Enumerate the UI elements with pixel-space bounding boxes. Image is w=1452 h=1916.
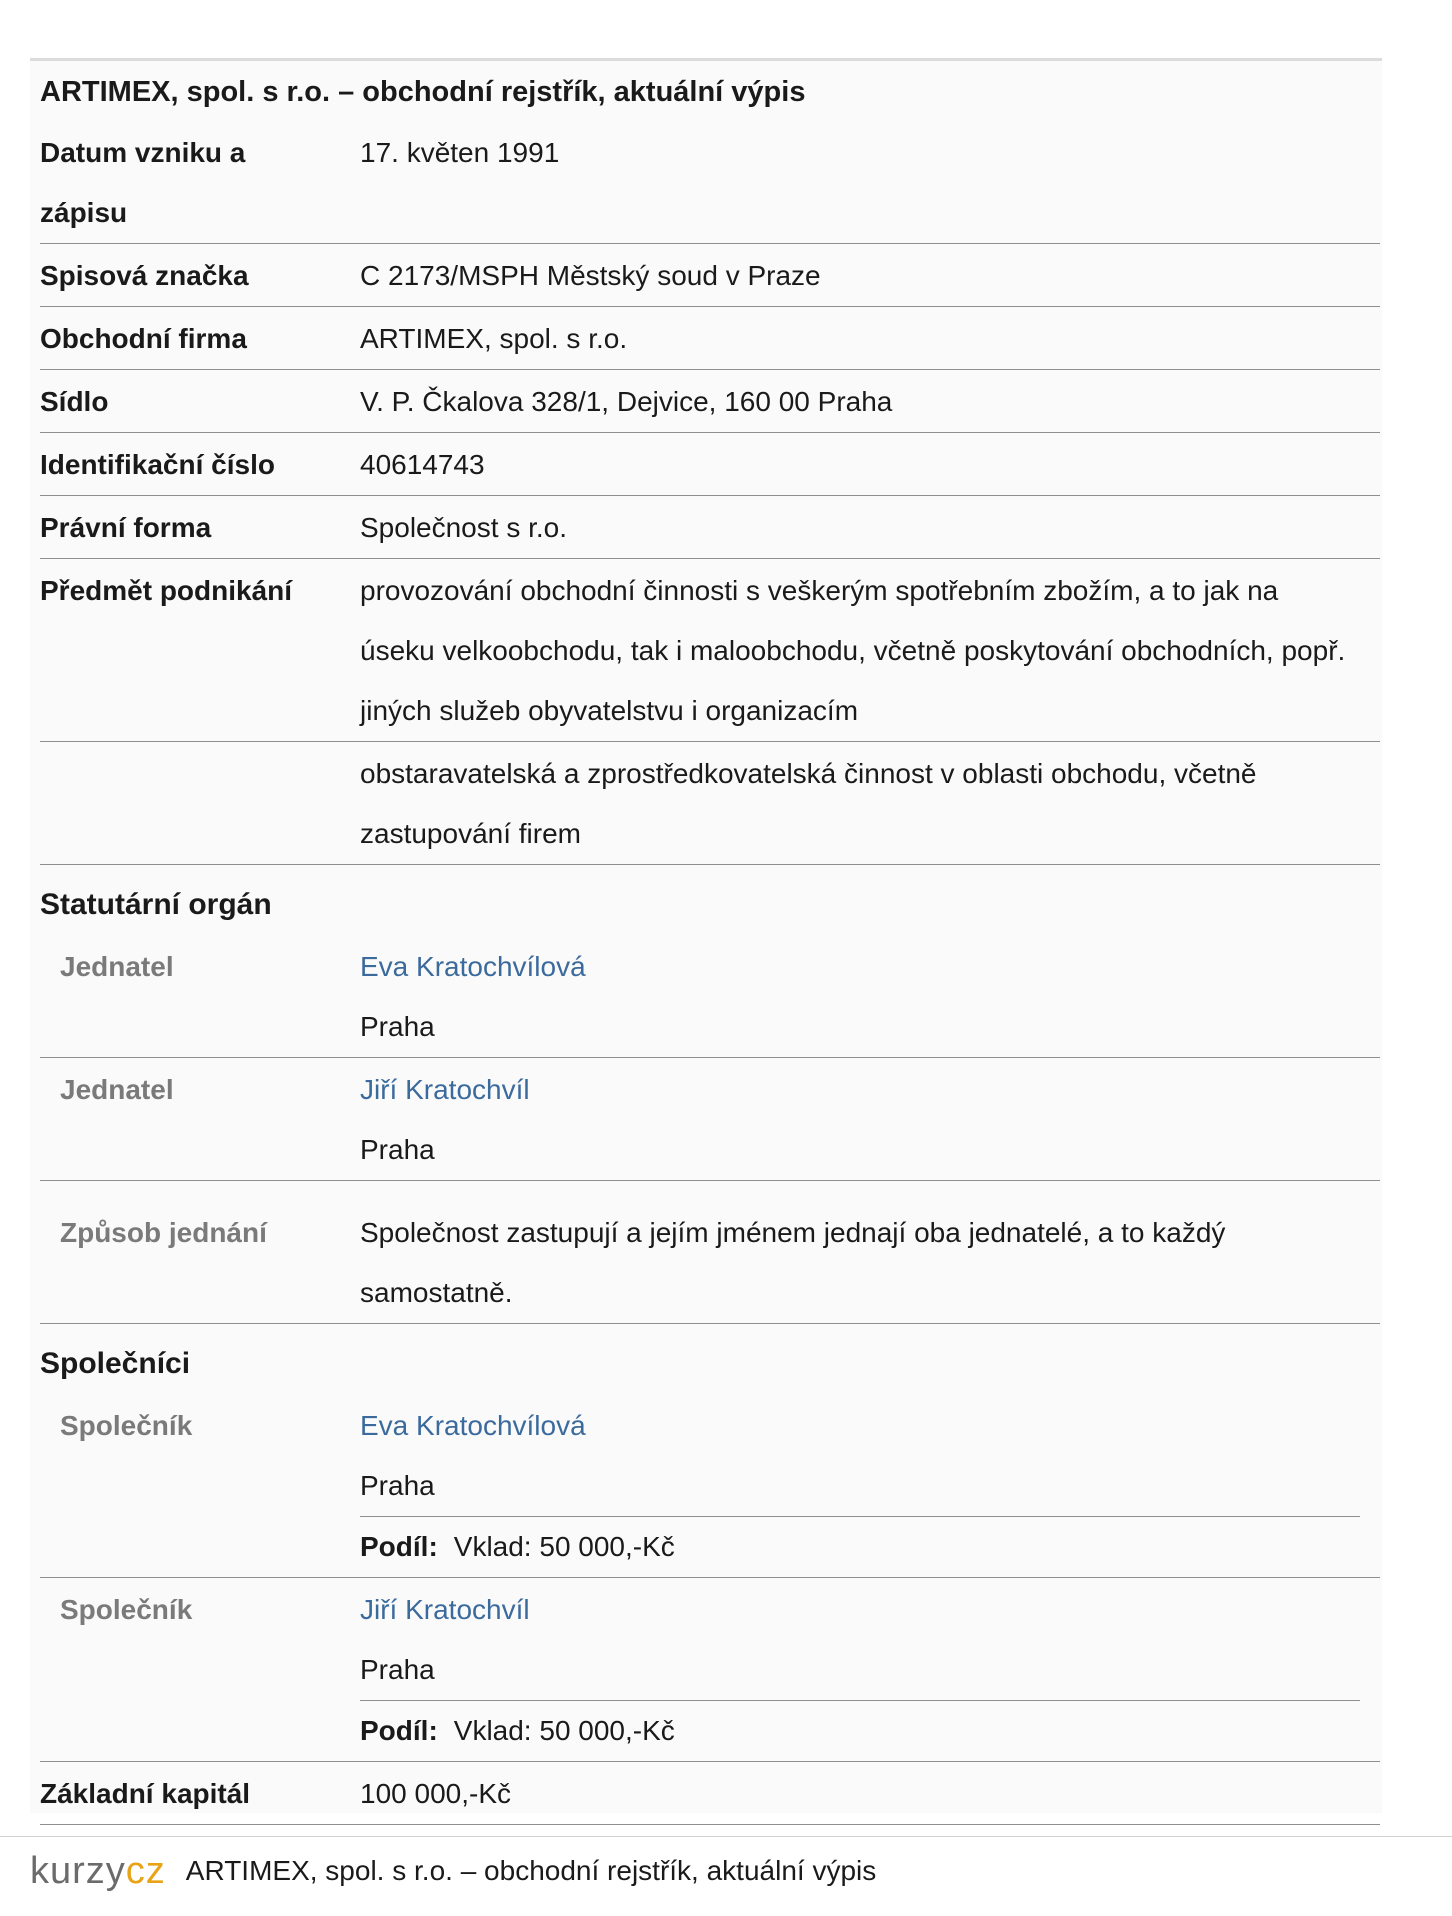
row-label: Sídlo: [40, 386, 109, 417]
manner-label: Způsob jednání: [60, 1217, 267, 1248]
member-role: Společník: [60, 1594, 193, 1625]
row-value: 17. květen 1991: [360, 137, 560, 168]
member-name-link[interactable]: Jiří Kratochvíl: [360, 1074, 530, 1105]
partner-member: [40, 1394, 1380, 1578]
logo-part-cz: cz: [125, 1849, 166, 1892]
member-details: [360, 935, 1380, 1057]
row-label: Spisová značka: [40, 260, 249, 291]
manner-value: Společnost zastupují a jejím jménem jednají oba jednatelé, a to každý samostatně.: [360, 1217, 1226, 1308]
register-extract: [30, 61, 1382, 1813]
footer-divider: [0, 1836, 1452, 1837]
member-city: Praha: [360, 1654, 435, 1685]
member-share: [360, 1700, 1360, 1761]
section-heading-statutory: Statutární orgán: [40, 888, 272, 921]
row-value: C 2173/MSPH Městský soud v Praze: [360, 260, 821, 291]
member-details: [360, 1394, 1380, 1577]
row-label: Právní forma: [40, 512, 212, 543]
row-value: obstaravatelská a zprostředkovatelská činnost v oblasti obchodu, včetně zastupování firem: [360, 758, 1257, 849]
manner-of-acting: [40, 1181, 1380, 1324]
row-value: ARTIMEX, spol. s r.o.: [360, 323, 628, 354]
row-date: [40, 121, 1380, 244]
row-value: 100 000,-Kč: [360, 1778, 511, 1809]
page-title: ARTIMEX, spol. s r.o. – obchodní rejstřík, aktuální výpis: [40, 76, 806, 108]
member-name-link[interactable]: Eva Kratochvílová: [360, 951, 586, 982]
extract-content: [40, 61, 1380, 1825]
member-details: [360, 1058, 1380, 1180]
member-share: [360, 1516, 1360, 1577]
member-city: Praha: [360, 1011, 435, 1042]
row-label: Identifikační číslo: [40, 449, 275, 480]
row-file-number: [40, 244, 1380, 307]
member-name-link[interactable]: Eva Kratochvílová: [360, 1410, 586, 1441]
row-business-activity-2: [40, 742, 1380, 865]
statutory-member: [40, 1058, 1380, 1181]
member-role: Společník: [60, 1410, 193, 1441]
footer-title: ARTIMEX, spol. s r.o. – obchodní rejstřík, aktuální výpis: [185, 1855, 877, 1886]
row-label: [40, 742, 360, 864]
member-details: [360, 1578, 1380, 1761]
row-company-name: [40, 307, 1380, 370]
row-seat: [40, 370, 1380, 433]
share-value: Vklad: 50 000,-Kč: [453, 1531, 675, 1562]
logo-part-kurzy: kurzy: [30, 1849, 126, 1892]
kurzy-logo[interactable]: [30, 1850, 166, 1893]
row-value: V. P. Čkalova 328/1, Dejvice, 160 00 Praha: [360, 386, 893, 417]
member-city: Praha: [360, 1470, 435, 1501]
row-capital: [40, 1762, 1380, 1825]
member-role: Jednatel: [60, 951, 174, 982]
share-value: Vklad: 50 000,-Kč: [453, 1715, 675, 1746]
row-label: Obchodní firma: [40, 323, 247, 354]
footer: [30, 1846, 876, 1896]
partner-member: [40, 1578, 1380, 1762]
row-value: 40614743: [360, 449, 485, 480]
share-label: Podíl:: [360, 1715, 438, 1746]
member-city: Praha: [360, 1134, 435, 1165]
row-legal-form: [40, 496, 1380, 559]
share-label: Podíl:: [360, 1531, 438, 1562]
row-label: Základní kapitál: [40, 1778, 251, 1809]
row-value: provozování obchodní činnosti s veškerým spotřebním zbožím, a to jak na úseku velkoobchodu, tak i maloobchodu, včetně poskytování obchodních, popř. jiných služeb obyvatelstvu i organizacím: [360, 575, 1346, 726]
row-label: Předmět podnikání: [40, 575, 293, 606]
row-value: Společnost s r.o.: [360, 512, 568, 543]
section-heading-partners: Společníci: [40, 1347, 191, 1380]
row-business-activity: [40, 559, 1380, 742]
row-label: Datum vzniku a zápisu: [40, 137, 246, 228]
member-role: Jednatel: [60, 1074, 174, 1105]
row-id-number: [40, 433, 1380, 496]
member-name-link[interactable]: Jiří Kratochvíl: [360, 1594, 530, 1625]
statutory-member: [40, 935, 1380, 1058]
